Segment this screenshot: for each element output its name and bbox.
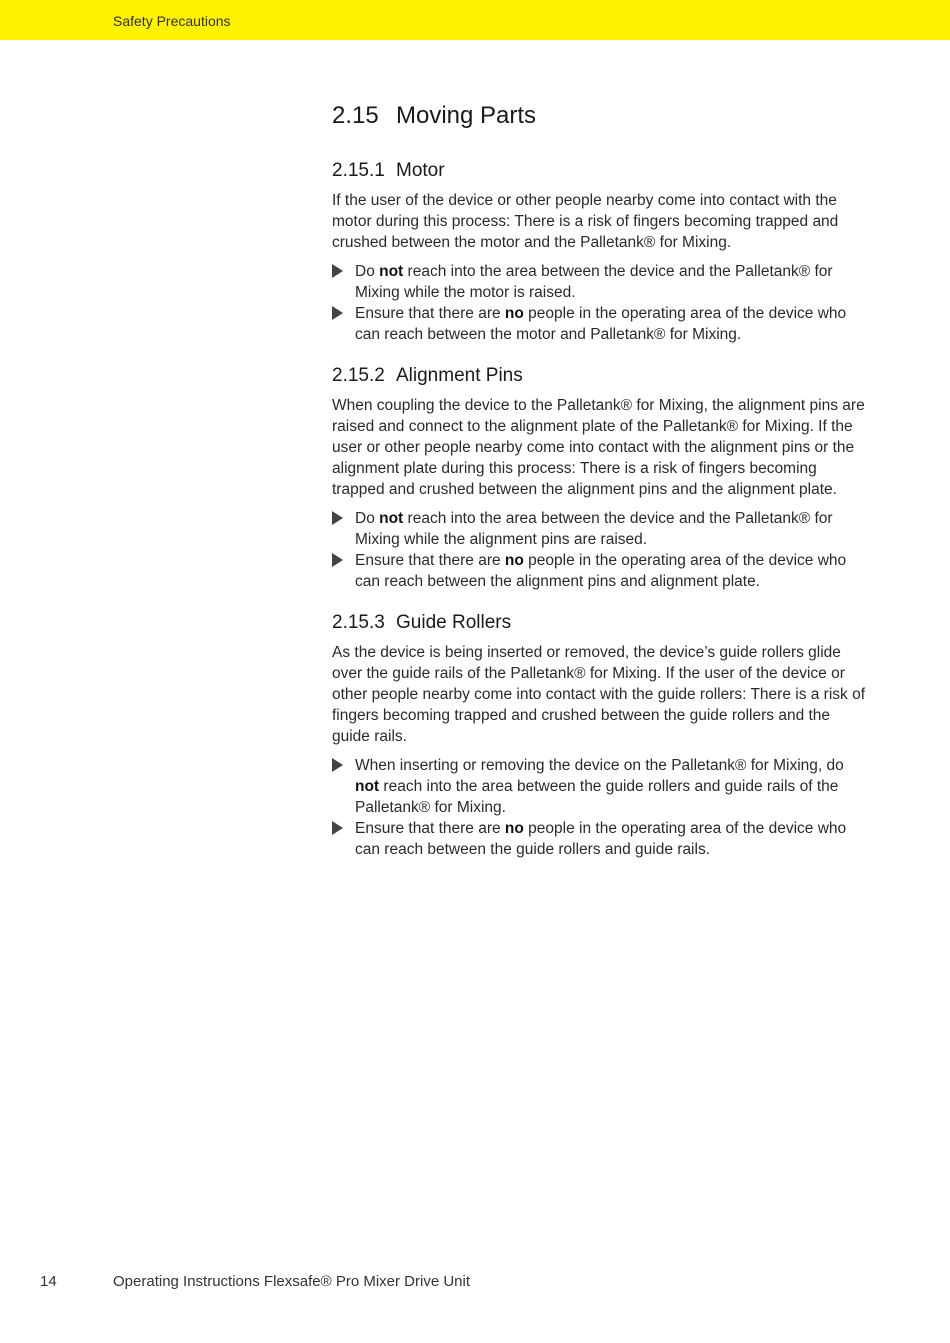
subsection-paragraph: When coupling the device to the Palletank® for Mixing, the alignment pins are raised and connect to the alignment plate of the Palletank® for Mixing. If the user or other people nearby come into contact with the alignment pins or the alignment plate during this process: There is a risk of fingers becoming trapped and crushed between the alignment pins and the alignment plate. xyxy=(332,397,865,498)
instruction-list xyxy=(332,508,872,592)
instruction-text: people in the operating area of the device who can reach between the motor and Palletank® for Mixing. xyxy=(355,305,847,343)
subsection-number: 2.15.2 xyxy=(332,365,385,386)
instruction-text: Ensure that there are xyxy=(355,820,505,837)
instruction-item xyxy=(332,508,872,550)
instruction-text: Do xyxy=(355,510,380,527)
section-heading xyxy=(332,100,872,132)
instruction-list xyxy=(332,261,872,345)
emphasis-word: not xyxy=(379,510,404,527)
footer-document-title: Operating Instructions Flexsafe® Pro Mixer Drive Unit xyxy=(113,1273,471,1290)
subsection-alignment-pins xyxy=(332,363,872,592)
main-content xyxy=(332,100,872,878)
subsection-paragraph: If the user of the device or other people nearby come into contact with the motor during this process: There is a risk of fingers becoming trapped and crushed between the motor and the Palletank® for Mixing. xyxy=(332,192,839,251)
instruction-text: people in the operating area of the device who can reach between the alignment pins and alignment plate. xyxy=(355,552,847,590)
instruction-item xyxy=(332,303,872,345)
arrow-bullet-icon xyxy=(332,511,343,525)
arrow-bullet-icon xyxy=(332,553,343,567)
subsection-number: 2.15.3 xyxy=(332,612,385,633)
instruction-item xyxy=(332,261,872,303)
arrow-bullet-icon xyxy=(332,264,343,278)
instruction-text: reach into the area between the device and the Palletank® for Mixing while the alignment pins are raised. xyxy=(355,510,833,548)
subsection-heading xyxy=(332,158,872,184)
instruction-text: Do xyxy=(355,263,380,280)
subsection-title: Motor xyxy=(396,160,445,181)
arrow-bullet-icon xyxy=(332,821,343,835)
subsection-title: Alignment Pins xyxy=(396,365,523,386)
emphasis-word: no xyxy=(504,305,524,322)
page-number: 14 xyxy=(40,1273,57,1290)
section-title: Moving Parts xyxy=(396,102,537,129)
emphasis-word: not xyxy=(355,778,380,795)
arrow-bullet-icon xyxy=(332,758,343,772)
instruction-item xyxy=(332,818,872,860)
emphasis-word: no xyxy=(504,820,524,837)
arrow-bullet-icon xyxy=(332,306,343,320)
subsection-title: Guide Rollers xyxy=(396,612,512,633)
instruction-list xyxy=(332,755,872,860)
instruction-text: reach into the area between the guide rollers and guide rails of the Palletank® for Mixing. xyxy=(355,778,839,816)
subsection-heading xyxy=(332,610,872,636)
instruction-text: Ensure that there are xyxy=(355,305,505,322)
instruction-item xyxy=(332,755,872,818)
subsection-number: 2.15.1 xyxy=(332,160,385,181)
running-header: Safety Precautions xyxy=(113,13,231,29)
subsection-guide-rollers xyxy=(332,610,872,860)
instruction-text: reach into the area between the device and the Palletank® for Mixing while the motor is raised. xyxy=(355,263,833,301)
emphasis-word: not xyxy=(379,263,404,280)
instruction-item xyxy=(332,550,872,592)
subsection-heading xyxy=(332,363,872,389)
instruction-text: When inserting or removing the device on the Palletank® for Mixing, do xyxy=(355,757,844,774)
subsection-paragraph: As the device is being inserted or removed, the device’s guide rollers glide over the guide rails of the Palletank® for Mixing. If the user of the device or other people nearby come into contact with the guide rollers: There is a risk of fingers becoming trapped and crushed between the guide rollers and the guide rails. xyxy=(332,644,866,745)
instruction-text: people in the operating area of the device who can reach between the guide rollers and guide rails. xyxy=(355,820,847,858)
emphasis-word: no xyxy=(504,552,524,569)
subsection-motor xyxy=(332,158,872,345)
instruction-text: Ensure that there are xyxy=(355,552,505,569)
section-number: 2.15 xyxy=(332,102,379,129)
